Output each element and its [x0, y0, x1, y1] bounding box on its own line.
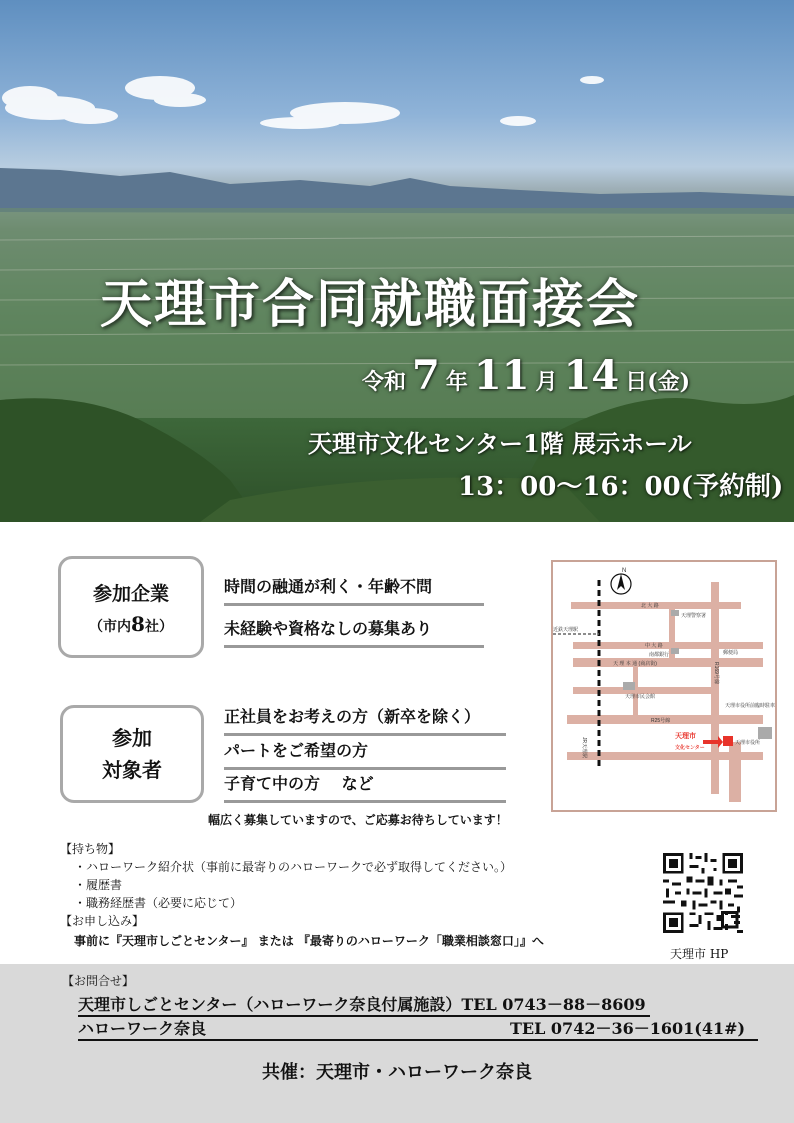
cohost-text: 共催：天理市・ハローワーク奈良: [262, 1062, 532, 1083]
road-hondori: [573, 658, 763, 667]
map-road: 天 理 本 通 (商店街): [613, 661, 657, 667]
map-place: 天理警察署: [681, 613, 707, 619]
map-road: 北 大 路: [641, 603, 659, 609]
contact-label: 【お問合せ】: [62, 974, 135, 988]
bring-item: ・ハローワーク紹介状（事前に最寄りのハローワークで必ず取得してください。）: [74, 860, 513, 874]
map-target-label2: 文化センター: [675, 745, 705, 751]
companies-count-number: 8: [131, 611, 145, 636]
companies-label: 参加企業: [92, 582, 169, 605]
map-place: 天理市役所: [735, 740, 761, 746]
date-month: 11: [473, 352, 530, 399]
contact-line2: [78, 1016, 758, 1041]
date-day: 14: [563, 352, 620, 399]
companies-box: [58, 556, 204, 658]
map-road: 中 大 路: [645, 643, 663, 649]
map-place: 天理市民会館: [625, 694, 656, 700]
companies-count: [89, 612, 173, 636]
feature-item: 未経験や資格なしの募集あり: [224, 616, 484, 648]
map-road: 近鉄天理駅: [553, 627, 579, 633]
bring-header: 【持ち物】: [60, 842, 121, 856]
qr-caption: 天理市 HP: [670, 947, 729, 961]
event-time: 13：00～16：00(予約制): [458, 472, 784, 502]
target-item: 子育て中の方 など: [224, 771, 506, 803]
road-v2: [729, 742, 741, 802]
building-cityhall: [758, 727, 772, 739]
apply-header: 【お申し込み】: [60, 914, 145, 928]
date-year: 7: [412, 352, 440, 399]
apply-text: 事前に『天理市しごとセンター』 または 『最寄りのハローワーク「職業相談窓口」』へ: [74, 934, 544, 948]
event-title: 天理市合同就職面接会: [100, 274, 641, 335]
hero-photo: [0, 0, 794, 522]
target-label-line1: 参加: [112, 726, 152, 750]
contact-line2-tel: TEL 0742－36－1601(41#): [510, 1019, 746, 1038]
target-item: パートをご希望の方: [224, 738, 506, 770]
date-month-unit: 月: [535, 369, 558, 395]
building-police: [671, 610, 679, 616]
venue-marker: [723, 736, 733, 746]
target-item: 正社員をお考えの方（新卒を除く）: [224, 704, 506, 736]
date-year-unit: 年: [445, 369, 468, 395]
north-arrow-icon: [617, 574, 625, 590]
map-place: 郵便局: [723, 650, 739, 656]
welcome-message: 幅広く募集していますので、ご応募お待ちしています！: [208, 813, 508, 827]
map-place: 南都銀行: [649, 652, 670, 658]
bring-item: ・職務経歴書（必要に応じて）: [74, 896, 243, 910]
qr-code[interactable]: [660, 850, 746, 936]
road-small: [573, 687, 718, 694]
bring-item: ・履歴書: [74, 878, 123, 892]
companies-count-prefix: （市内: [89, 618, 132, 635]
road-v3: [633, 662, 638, 722]
map-north: N: [622, 568, 627, 574]
road-r169: [711, 582, 719, 794]
road-nakaoji: [573, 642, 763, 649]
building-hall: [623, 682, 635, 690]
event-date: [362, 352, 690, 399]
contact-section: [0, 964, 794, 1123]
map-road: R169号線: [713, 662, 719, 684]
date-day-unit: 日(金): [625, 369, 691, 395]
contact-line2-name: ハローワーク奈良: [78, 1019, 207, 1038]
map-road: R25号線: [651, 718, 671, 724]
feature-item: 時間の融通が利く・年齢不問: [224, 574, 484, 606]
map-road: JR天理駅: [581, 737, 587, 759]
companies-count-suffix: 社）: [144, 618, 173, 635]
target-label-line2: 対象者: [102, 758, 162, 782]
target-box: [60, 705, 204, 803]
contact-line1: 天理市しごとセンター（ハローワーク奈良付属施設）TEL 0743－88－8609: [78, 992, 650, 1017]
event-venue: 天理市文化センター1階 展示ホール: [308, 429, 692, 458]
access-map: [551, 560, 777, 812]
building-bank: [671, 648, 679, 654]
map-target-label1: 天理市: [675, 733, 696, 740]
map-place: 天理市役所前臨時駐車場: [725, 703, 775, 709]
date-era: 令和: [362, 369, 407, 395]
